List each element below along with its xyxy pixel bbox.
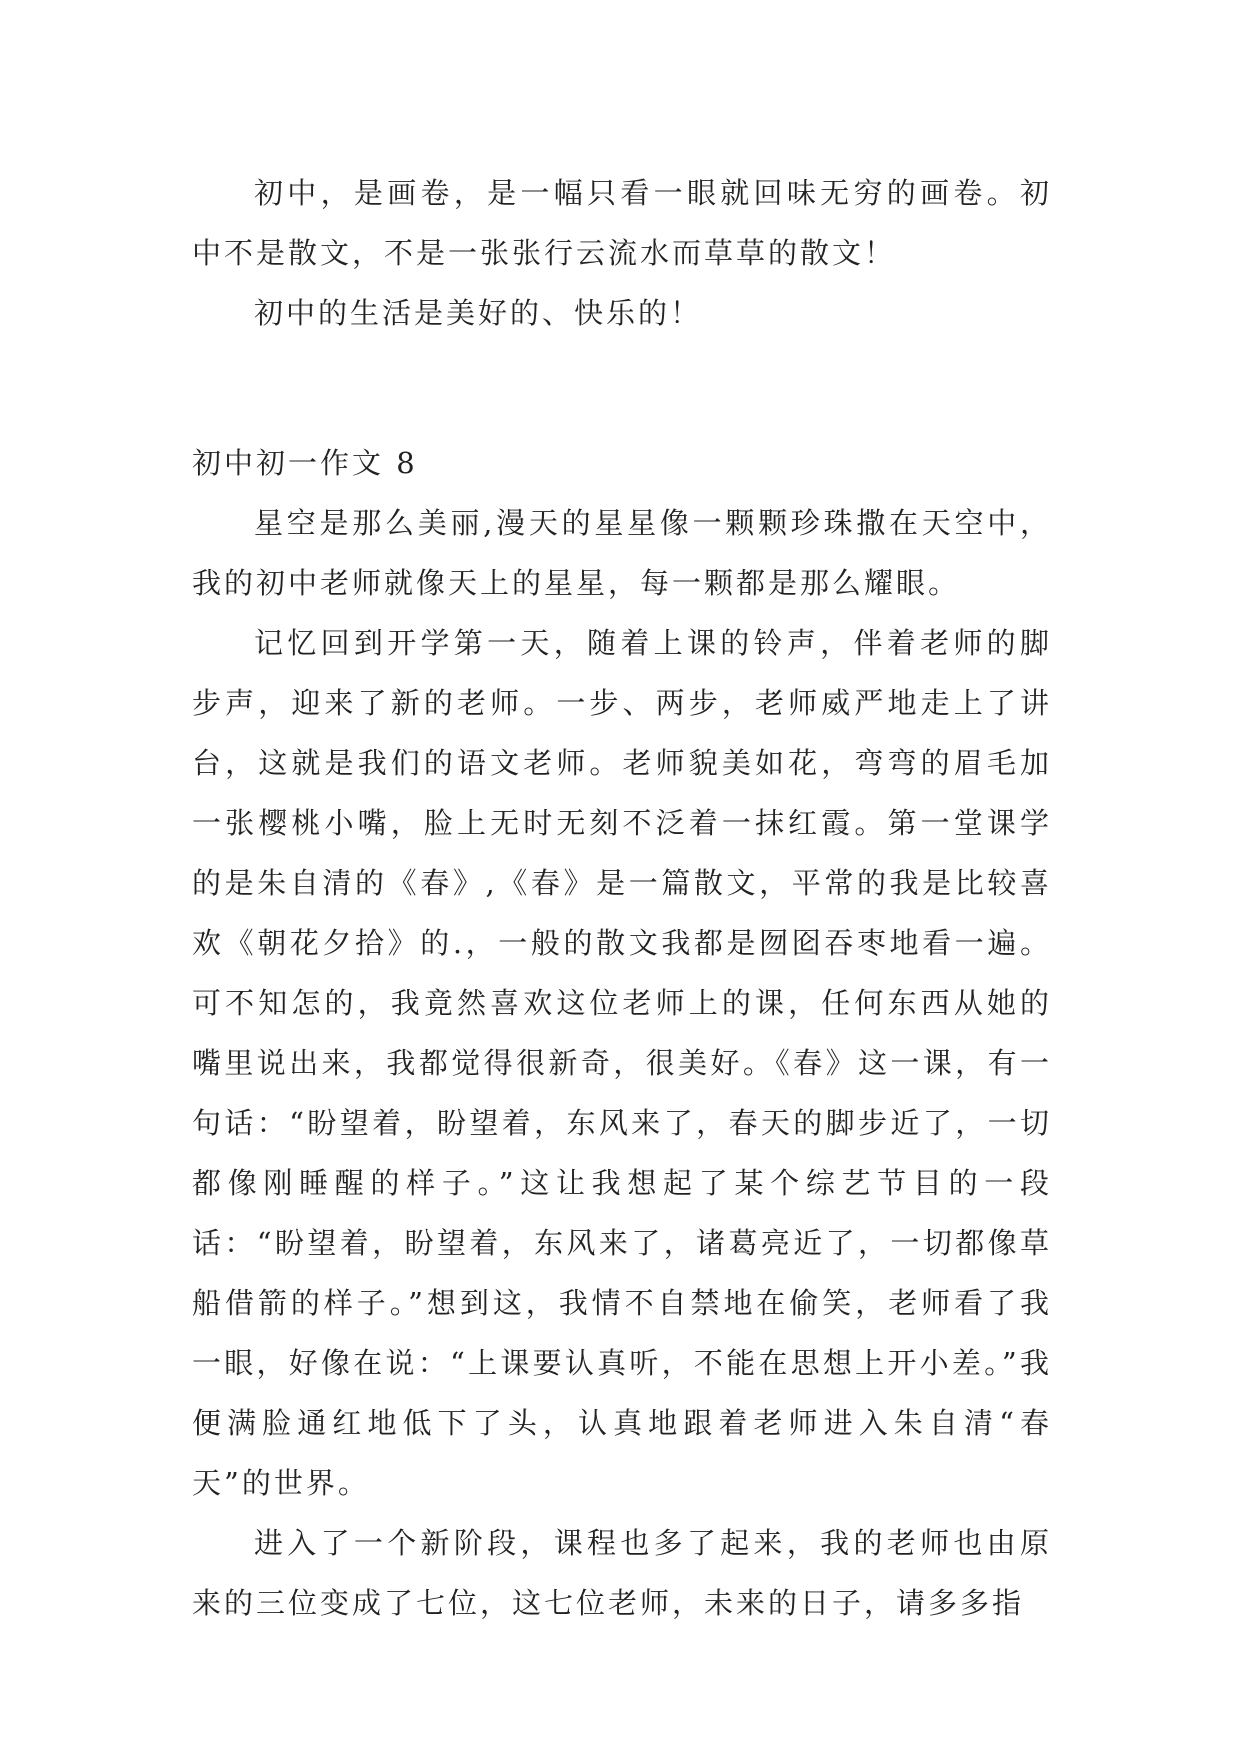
paragraph: 记忆回到开学第一天，随着上课的铃声，伴着老师的脚步声，迎来了新的老师。一步、两步，老师威严地走上了讲台，这就是我们的语文老师。老师貌美如花，弯弯的眉毛加一张樱桃小嘴，脸上无时无刻不泛着一抹红霞。第一堂课学的是朱自清的《春》,《春》是一篇散文，平常的我是比较喜欢《朝花夕拾》的.，一般的散文我都是囫囵吞枣地看一遍。可不知怎的，我竟然喜欢这位老师上的课，任何东西从她的嘴里说出来，我都觉得很新奇，很美好。《春》这一课，有一句话：“盼望着，盼望着，东风来了，春天的脚步近了，一切都像刚睡醒的样子。”这让我想起了某个综艺节目的一段话：“盼望着，盼望着，东风来了，诸葛亮近了，一切都像草船借箭的样子。”想到这，我情不自禁地在偷笑，老师看了我一眼，好像在说：“上课要认真听，不能在思想上开小差。”我便满脸通红地低下了头，认真地跟着老师进入朱自清“春天”的世界。: [192, 626, 1052, 1500]
paragraph: 进入了一个新阶段，课程也多了起来，我的老师也由原来的三位变成了七位，这七位老师，未来的日子，请多多指: [192, 1526, 1052, 1620]
section-heading: 初中初一作文 8: [192, 446, 418, 480]
spacer: [192, 343, 1052, 433]
paragraph: 初中的生活是美好的、快乐的！: [254, 296, 703, 330]
paragraph: 星空是那么美丽,漫天的星星像一颗颗珍珠撒在天空中，我的初中老师就像天上的星星，每一颗都是那么耀眼。: [192, 506, 1052, 600]
document-body: [192, 163, 1052, 1633]
paragraph: 初中，是画卷，是一幅只看一眼就回味无穷的画卷。初中不是散文，不是一张张行云流水而草草的散文！: [192, 176, 1052, 270]
